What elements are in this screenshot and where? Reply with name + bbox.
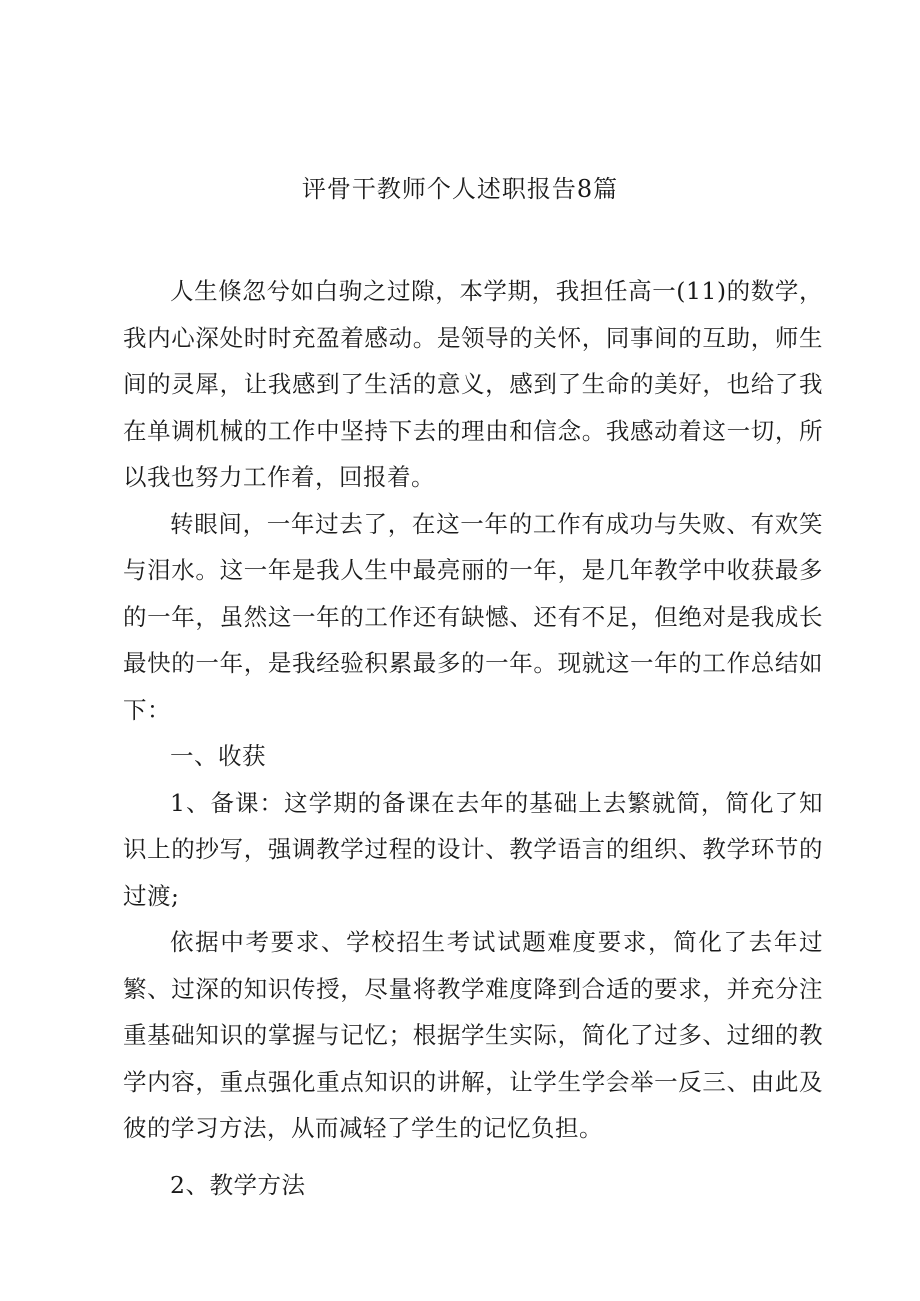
paragraph-lesson-prep: 1、备课：这学期的备课在去年的基础上去繁就简，简化了知识上的抄写，强调教学过程的设计、教学语言的组织、教学环节的过渡; (123, 788, 823, 910)
document-title: 评骨干教师个人述职报告8篇 (301, 175, 619, 203)
paragraph-exam-requirements: 依据中考要求、学校招生考试试题难度要求，简化了去年过繁、过深的知识传授，尽量将教学难度降到合适的要求，并充分注重基础知识的掌握与记忆；根据学生实际，简化了过多、过细的教学内容，重点强化重点知识的讲解，让学生学会举一反三、由此及彼的学习方法，从而减轻了学生的记忆负担。 (123, 928, 823, 1142)
document-body (123, 268, 823, 1208)
subheading-teaching-methods: 2、教学方法 (170, 1170, 306, 1199)
paragraph-summary: 转眼间，一年过去了，在这一年的工作有成功与失败、有欢笑与泪水。这一年是我人生中最亮丽的一年，是几年教学中收获最多的一年，虽然这一年的工作还有缺憾、还有不足，但绝对是我成长最快的一年，是我经验积累最多的一年。现就这一年的工作总结如下： (123, 509, 823, 724)
section-heading-gains: 一、收获 (170, 742, 266, 770)
paragraph-intro: 人生倏忽兮如白驹之过隙，本学期，我担任高一(11)的数学，我内心深处时时充盈着感动。是领导的关怀，同事间的互助，师生间的灵犀，让我感到了生活的意义，感到了生命的美好，也给了我在单调机械的工作中坚持下去的理由和信念。我感动着这一切，所以我也努力工作着，回报着。 (123, 277, 823, 491)
